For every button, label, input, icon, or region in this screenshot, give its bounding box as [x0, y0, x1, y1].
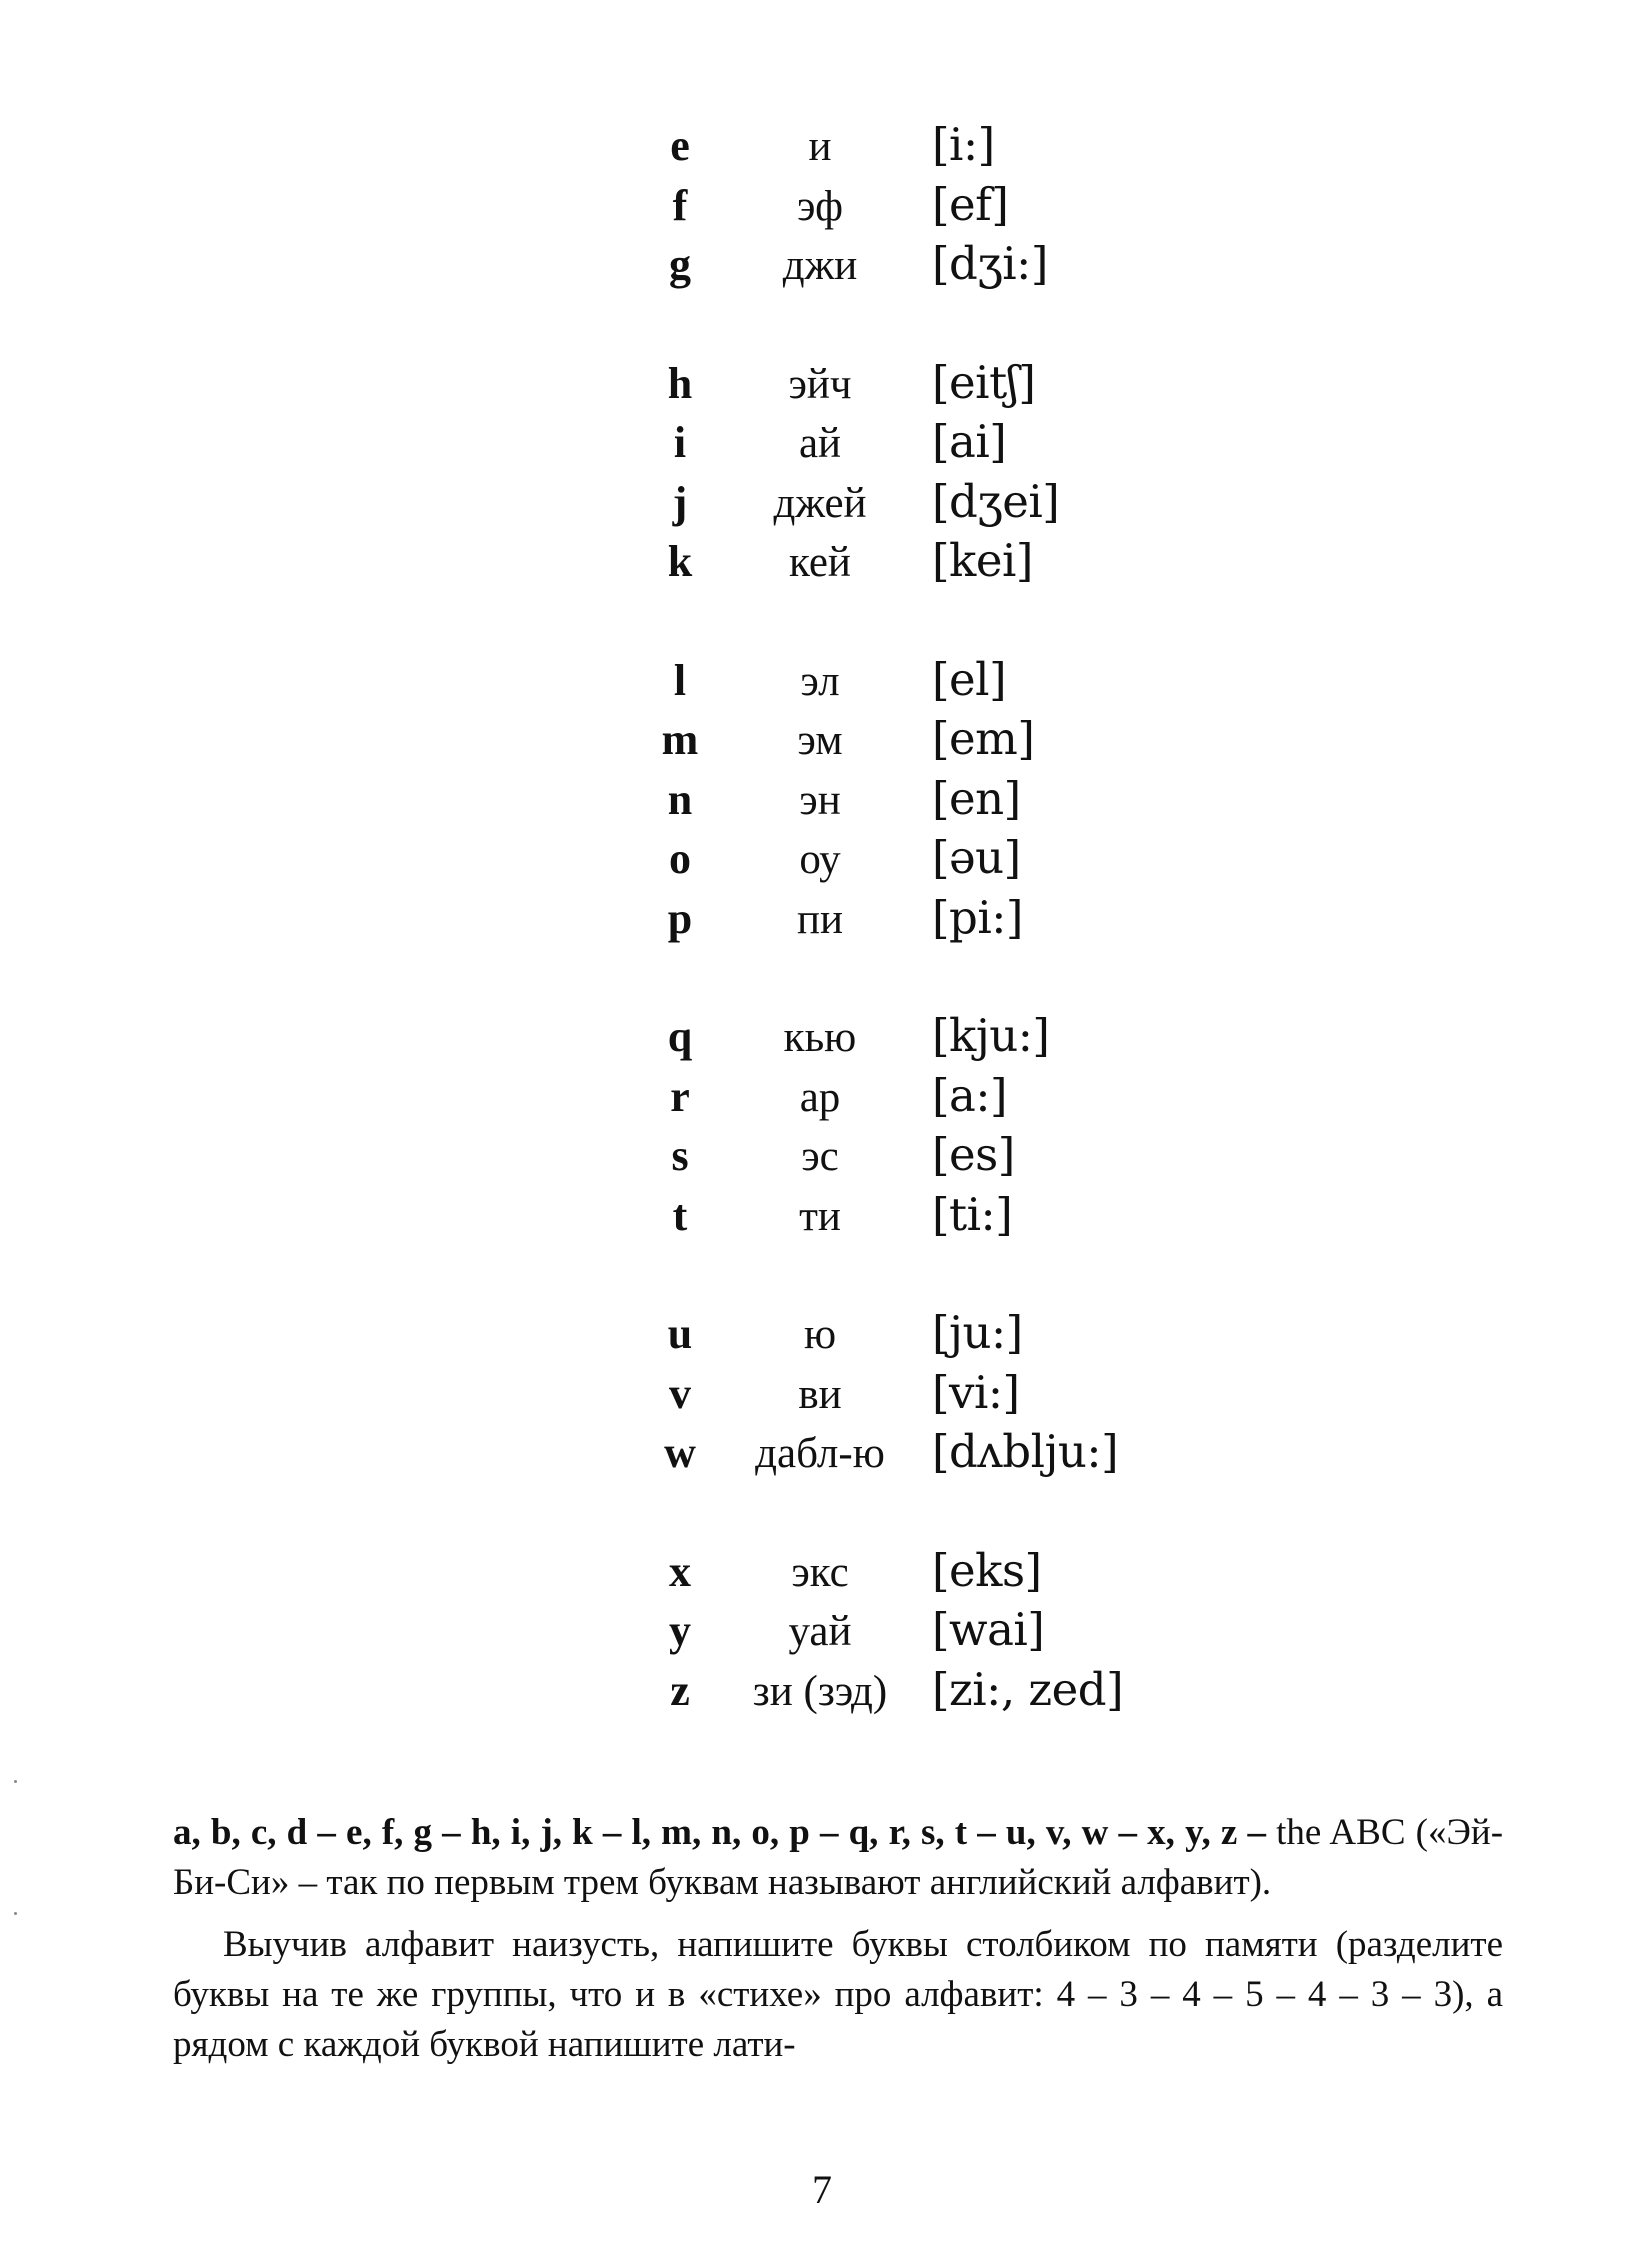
- russian-name: экс: [791, 1548, 849, 1596]
- russian-name: и: [808, 123, 832, 170]
- letter-group: [640, 653, 1200, 951]
- latin-letter: r: [670, 1071, 690, 1121]
- transcription: [eitʃ]: [932, 355, 1036, 409]
- transcription: [en]: [932, 771, 1021, 825]
- transcription: [ai]: [932, 415, 1007, 468]
- exercise-paragraph: Выучив алфавит наизусть, напишите буквы столбиком по памяти (разделите буквы на те же группы, что и в «стихе» про алфавит: 4 – 3 – 4 – 5 – 4 – 3 – 3), а рядом с каждой буквой напишите лати-: [173, 1924, 1503, 2065]
- letter-row: [640, 772, 1200, 832]
- letter-row: [640, 1188, 1200, 1248]
- letter-row: [640, 1366, 1200, 1426]
- russian-name: эл: [800, 657, 840, 705]
- transcription: [wai]: [932, 1603, 1045, 1656]
- latin-letter: w: [664, 1428, 696, 1477]
- russian-name: дабл-ю: [755, 1430, 885, 1477]
- russian-name: эф: [796, 182, 844, 230]
- russian-name: зи (зэд): [752, 1667, 888, 1715]
- letter-group: [640, 356, 1200, 594]
- body-text: [173, 1808, 1503, 2070]
- latin-letter: q: [667, 1012, 693, 1061]
- russian-name: эн: [799, 776, 841, 824]
- russian-name: ай: [798, 420, 842, 467]
- abc-explanation: the ABC («Эй-Би-Си» – так по первым трем буквам называют английский алфавит).: [173, 1812, 1504, 1903]
- transcription: [dʒi:]: [932, 237, 1048, 290]
- letter-group: [640, 118, 1200, 297]
- transcription: [kei]: [932, 534, 1033, 587]
- transcription: [i:]: [932, 118, 995, 171]
- russian-name: пи: [796, 895, 844, 943]
- transcription: [a:]: [932, 1068, 1008, 1122]
- letter-row: [640, 653, 1200, 713]
- russian-name: эм: [797, 717, 843, 764]
- scan-speck: [14, 1780, 17, 1783]
- letter-row: [640, 1603, 1200, 1663]
- alphabet-sequence: a, b, c, d – e, f, g – h, i, j, k – l, m, n, o, p – q, r, s, t – u, v, w – x, y, z –: [173, 1812, 1266, 1853]
- russian-name: ю: [803, 1311, 837, 1358]
- russian-name: эйч: [788, 360, 852, 408]
- latin-letter: o: [669, 834, 691, 883]
- transcription: [əu]: [932, 831, 1021, 884]
- letter-row: [640, 534, 1200, 594]
- transcription: [kju:]: [932, 1009, 1050, 1062]
- letter-row: [640, 415, 1200, 475]
- russian-name: кей: [789, 539, 851, 586]
- russian-name: джи: [782, 242, 858, 289]
- letter-row: [640, 1544, 1200, 1604]
- letter-row: [640, 118, 1200, 178]
- letter-row: [640, 475, 1200, 535]
- latin-letter: e: [670, 121, 690, 170]
- letter-row: [640, 1009, 1200, 1069]
- latin-letter: x: [669, 1546, 691, 1596]
- letter-row: [640, 712, 1200, 772]
- letter-row: [640, 178, 1200, 238]
- transcription: [dʌblju:]: [932, 1425, 1119, 1478]
- letter-row: [640, 1663, 1200, 1723]
- transcription: [vi:]: [932, 1365, 1020, 1419]
- latin-letter: g: [669, 240, 691, 289]
- letter-group: [640, 1544, 1200, 1723]
- latin-letter: p: [667, 893, 693, 943]
- letter-row: [640, 237, 1200, 297]
- transcription: [pi:]: [932, 890, 1023, 944]
- alphabet-table: [640, 118, 1200, 1781]
- letter-group: [640, 1306, 1200, 1485]
- latin-letter: j: [672, 477, 688, 527]
- russian-name: уай: [788, 1608, 852, 1655]
- letter-row: [640, 1306, 1200, 1366]
- letter-row: [640, 891, 1200, 951]
- transcription: [zi:, zed]: [932, 1662, 1124, 1716]
- latin-letter: t: [672, 1190, 688, 1240]
- russian-name: кью: [783, 1014, 857, 1061]
- letter-row: [640, 356, 1200, 416]
- latin-letter: v: [669, 1368, 691, 1418]
- alphabet-summary-paragraph: [173, 1808, 1503, 1908]
- russian-name: ар: [799, 1073, 841, 1121]
- scan-speck: [14, 1912, 17, 1915]
- letter-group: [640, 1009, 1200, 1247]
- russian-name: ти: [799, 1192, 841, 1240]
- russian-name: эс: [801, 1133, 839, 1180]
- latin-letter: y: [669, 1606, 691, 1655]
- latin-letter: k: [667, 537, 693, 586]
- transcription: [ju:]: [932, 1306, 1023, 1359]
- letter-row: [640, 1425, 1200, 1485]
- transcription: [ti:]: [932, 1187, 1013, 1241]
- latin-letter: h: [667, 358, 693, 408]
- letter-row: [640, 831, 1200, 891]
- russian-name: оу: [799, 836, 841, 883]
- latin-letter: l: [673, 655, 687, 705]
- latin-letter: n: [667, 774, 693, 824]
- transcription: [ef]: [932, 177, 1009, 231]
- latin-letter: m: [661, 715, 699, 764]
- latin-letter: f: [672, 180, 688, 230]
- latin-letter: z: [670, 1665, 690, 1715]
- letter-row: [640, 1069, 1200, 1129]
- transcription: [el]: [932, 652, 1007, 706]
- russian-name: ви: [798, 1370, 842, 1418]
- transcription: [eks]: [932, 1543, 1042, 1597]
- latin-letter: i: [673, 418, 687, 467]
- russian-name: джей: [773, 479, 867, 527]
- transcription: [dʒei]: [932, 474, 1060, 528]
- letter-row: [640, 1128, 1200, 1188]
- transcription: [es]: [932, 1128, 1015, 1181]
- latin-letter: s: [671, 1131, 689, 1180]
- transcription: [em]: [932, 712, 1035, 765]
- latin-letter: u: [667, 1309, 693, 1358]
- page-number: 7: [812, 2167, 832, 2212]
